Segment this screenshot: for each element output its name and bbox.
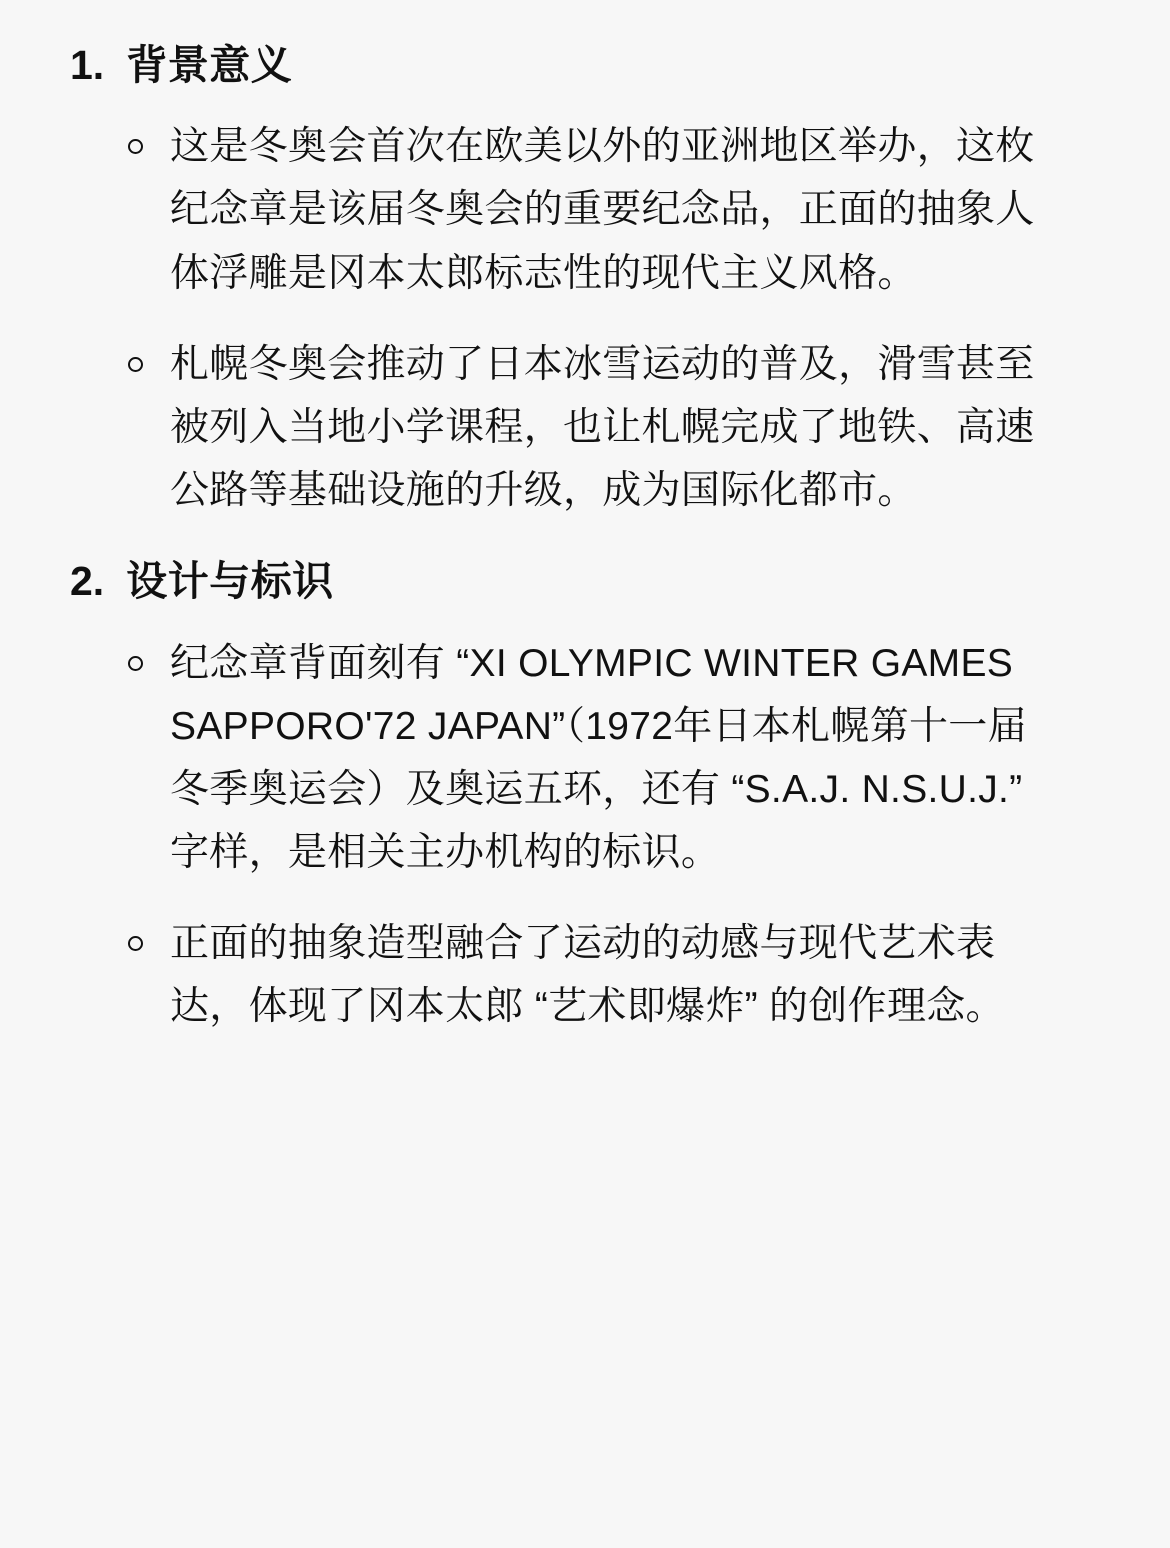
section-title: 设计与标识 [126,558,334,605]
list-item [128,115,1100,305]
list-item [70,556,1100,1038]
circle-bullet-icon [128,656,146,671]
bullet-text: 纪念章背面刻有 “XI OLYMPIC WINTER GAMES SAPPORO'72 JAPAN”（1972年日本札幌第十一届冬季奥运会）及奥运五环，还有 “S.A.J. N.S.U.J.” 字样，是相关主办机构的标识。 [170,641,1027,875]
bullet-list [70,115,1100,522]
bullet-text: 这是冬奥会首次在欧美以外的亚洲地区举办，这枚纪念章是该届冬奥会的重要纪念品，正面的抽象人体浮雕是冈本太郎标志性的现代主义风格。 [170,125,1035,295]
list-item [128,632,1100,885]
circle-bullet-icon [128,139,146,154]
section-heading [70,556,1100,607]
circle-bullet-icon [128,357,146,372]
section-heading [70,40,1100,91]
numbered-list [70,40,1100,1039]
list-number: 1. [70,42,105,88]
section-title: 背景意义 [126,42,293,88]
bullet-text: 正面的抽象造型融合了运动的动感与现代艺术表达，体现了冈本太郎 “艺术即爆炸” 的创作理念。 [170,922,1005,1029]
bullet-list [70,632,1100,1039]
list-item [128,333,1100,523]
list-item [128,912,1100,1038]
circle-bullet-icon [128,936,146,951]
bullet-text: 札幌冬奥会推动了日本冰雪运动的普及，滑雪甚至被列入当地小学课程，也让札幌完成了地铁、高速公路等基础设施的升级，成为国际化都市。 [170,342,1035,513]
list-item [70,40,1100,522]
list-number: 2. [70,558,105,605]
